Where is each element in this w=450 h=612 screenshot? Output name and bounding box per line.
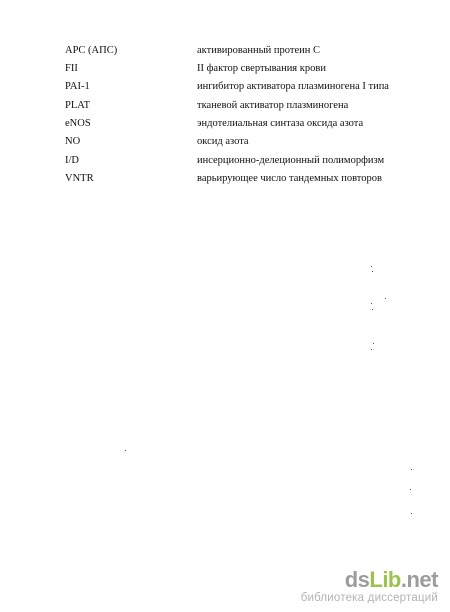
scan-speck (372, 271, 373, 272)
scan-speck (385, 298, 386, 299)
dslib-logo (301, 569, 438, 591)
abbreviation-list (65, 42, 405, 188)
abbreviation-row (65, 170, 405, 188)
scan-speck (373, 343, 374, 344)
abbreviation-row (65, 60, 405, 78)
abbreviation-definition: эндотелиальная синтаза оксида азота (197, 118, 364, 130)
abbreviation-row (65, 152, 405, 170)
logo-accent: Lib (369, 567, 401, 592)
abbreviation-row (65, 97, 405, 115)
abbreviation-definition: тканевой активатор плазминогена (197, 99, 349, 111)
dslib-watermark (301, 569, 438, 604)
watermark-tagline: библиотека диссертаций (300, 592, 438, 604)
abbreviation-term: APC (АПС) (65, 44, 118, 56)
abbreviation-term: NO (65, 136, 81, 148)
scan-speck (411, 513, 412, 514)
scan-speck (371, 349, 372, 350)
abbreviation-term: VNTR (65, 172, 94, 184)
scan-speck (125, 450, 126, 451)
abbreviation-definition: активированный протеин С (197, 44, 321, 56)
abbreviation-row (65, 79, 405, 97)
scan-speck (411, 469, 412, 470)
abbreviation-definition: варьирующее число тандемных повторов (197, 172, 382, 184)
scan-speck (371, 266, 372, 267)
abbreviation-row (65, 115, 405, 133)
abbreviation-definition: II фактор свертывания крови (197, 63, 326, 75)
abbreviation-row (65, 42, 405, 60)
logo-suffix: .net (400, 567, 438, 592)
scan-speck (371, 303, 372, 304)
abbreviation-row (65, 133, 405, 151)
scan-speck (372, 309, 373, 310)
abbreviation-term: eNOS (65, 118, 91, 130)
abbreviation-term: PAI-1 (65, 81, 90, 93)
abbreviation-term: I/D (65, 154, 79, 166)
scan-speck (410, 489, 411, 490)
abbreviation-definition: оксид азота (197, 136, 249, 148)
abbreviation-definition: ингибитор активатора плазминогена I типа (197, 81, 389, 93)
abbreviation-term: PLAT (65, 99, 91, 111)
logo-prefix: ds (344, 567, 370, 592)
abbreviation-term: FII (65, 63, 78, 75)
abbreviation-definition: инсерционно-делеционный полиморфизм (197, 154, 385, 166)
